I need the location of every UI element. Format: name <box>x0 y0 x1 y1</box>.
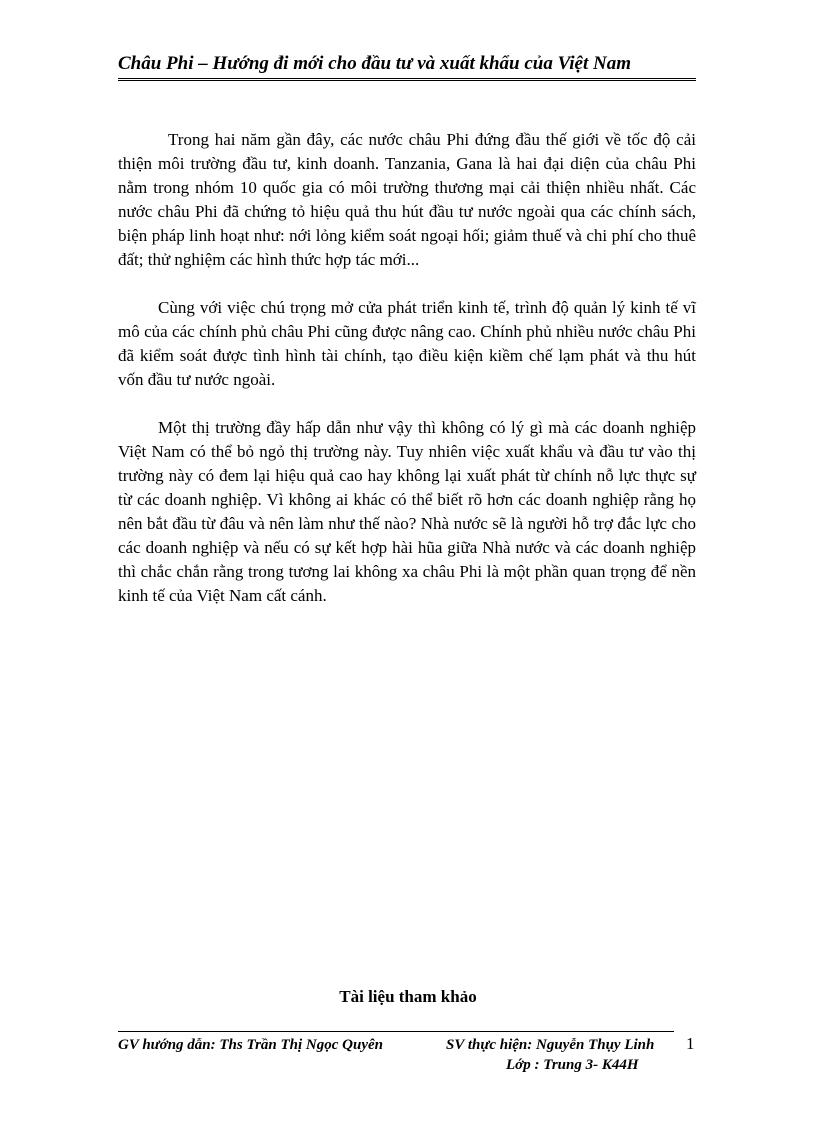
footer-student-info <box>446 1035 654 1075</box>
footer-class: Lớp : Trung 3- K44H <box>506 1057 639 1073</box>
header-divider <box>118 78 696 81</box>
running-header-title: Châu Phi – Hướng đi mới cho đầu tư và xuất khẩu của Việt Nam <box>118 53 631 74</box>
paragraph-investment-environment: Trong hai năm gần đây, các nước châu Phi đứng đầu thế giới về tốc độ cải thiện môi trường đầu tư, kinh doanh. Tanzania, Gana là hai đại diện của châu Phi nằm trong nhóm 10 quốc gia có môi trường thương mại cải thiện nhiều nhất. Các nước châu Phi đã chứng tỏ hiệu quả thu hút đầu tư nước ngoài qua các chính sách, biện pháp linh hoạt như: nới lỏng kiểm soát ngoại hối; giảm thuế và chi phí cho thuê đất; thử nghiệm các hình thức hợp tác mới... <box>118 130 696 269</box>
footer-student: SV thực hiện: Nguyễn Thụy Linh <box>446 1037 655 1053</box>
paragraph-vietnam-enterprises: Một thị trường đầy hấp dẫn như vậy thì không có lý gì mà các doanh nghiệp Việt Nam có thể bỏ ngỏ thị trường này. Tuy nhiên việc xuất khẩu và đầu tư vào thị trường này có đem lại hiệu quả cao hay không lại xuất phát từ chính nỗ lực thực sự từ các doanh nghiệp. Vì không ai khác có thể biết rõ hơn các doanh nghiệp rằng họ nên bắt đầu từ đâu và nên làm như thế nào? Nhà nước sẽ là người hỗ trợ đắc lực cho các doanh nghiệp và nếu có sự kết hợp hài hũa giữa Nhà nước và các doanh nghiệp thì chắc chắn rằng trong tương lai không xa châu Phi là một phần quan trọng để nền kinh tế của Việt Nam cất cánh. <box>118 418 696 605</box>
page-number: 1 <box>686 1034 695 1053</box>
references-heading: Tài liệu tham khảo <box>339 987 477 1006</box>
document-body <box>118 128 696 608</box>
paragraph-macro-management: Cùng với việc chú trọng mở cửa phát triển kinh tế, trình độ quản lý kinh tế vĩ mô của các chính phủ châu Phi cũng được nâng cao. Chính phủ nhiều nước châu Phi đã kiểm soát được tình hình tài chính, tạo điều kiện kiềm chế lạm phát và thu hút vốn đầu tư nước ngoài. <box>118 298 696 389</box>
footer-advisor: GV hướng dẫn: Ths Trần Thị Ngọc Quyên <box>118 1037 383 1053</box>
footer-divider <box>118 1031 674 1032</box>
